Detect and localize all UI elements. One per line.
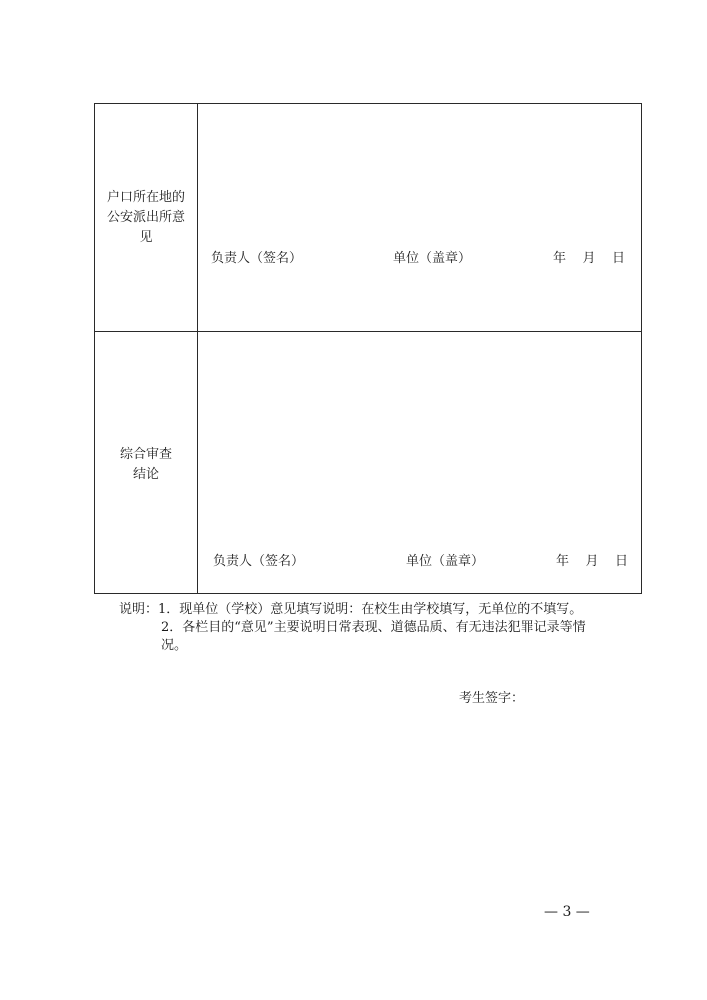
signer-label: 负责人（签名） [211,251,303,266]
signer-label: 负责人（签名） [213,554,305,569]
date-label: 年 月 日 [553,251,626,266]
label-line: 结论 [132,467,159,482]
review-conclusion-label [95,445,197,485]
column-divider [197,104,198,593]
note-line: 说明：1．现单位（学校）意见填写说明：在校生由学校填写，无单位的不填写。 [119,602,583,617]
page-number: — 3 — [544,904,590,920]
label-line: 见 [139,230,153,245]
label-line: 公安派出所意 [106,210,185,225]
unit-stamp-label: 单位（盖章） [406,554,485,569]
label-line: 综合审查 [119,447,172,462]
date-label: 年 月 日 [556,554,629,569]
unit-stamp-label: 单位（盖章） [393,251,472,266]
police-station-opinion-label [95,188,197,248]
candidate-signature-label: 考生签字： [459,691,525,706]
instructions-notes [119,601,586,655]
row-divider [95,331,641,332]
note-line: 2．各栏目的“意见”主要说明日常表现、道德品质、有无违法犯罪记录等情 [161,620,586,635]
note-line: 况。 [161,638,188,653]
label-line: 户口所在地的 [106,190,185,205]
form-table [94,103,642,594]
